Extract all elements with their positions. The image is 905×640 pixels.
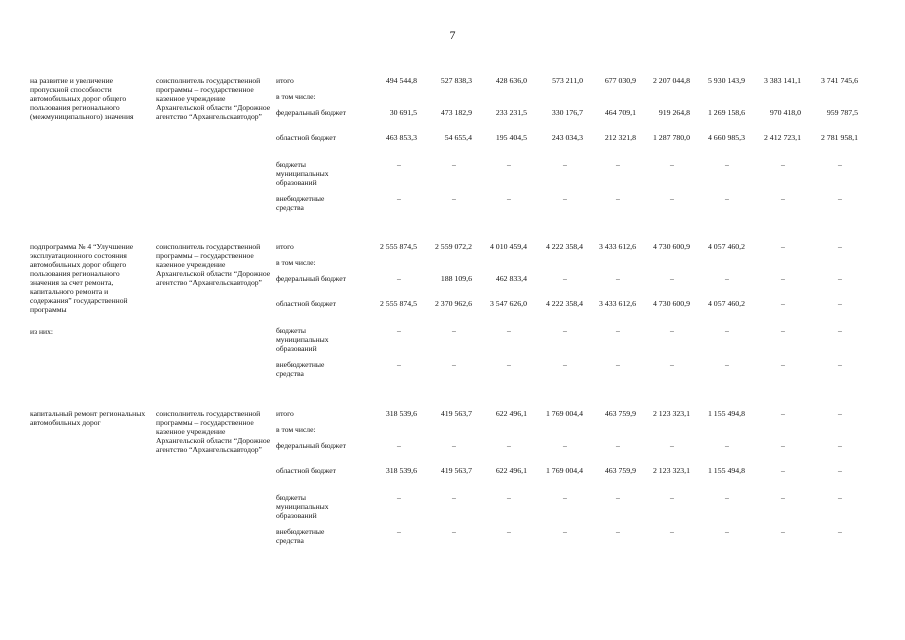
value-cell: – <box>452 326 456 335</box>
value-cell: – <box>781 409 785 418</box>
funding-source-label: в том числе: <box>276 425 316 434</box>
value-cell: 462 833,4 <box>495 274 527 283</box>
value-cell: 428 636,0 <box>495 76 527 85</box>
value-cell: 1 155 494,8 <box>707 409 745 418</box>
value-cell: – <box>507 493 511 502</box>
value-cell: – <box>616 441 620 450</box>
value-cell: – <box>838 326 842 335</box>
value-cell: – <box>838 299 842 308</box>
value-cell: – <box>781 242 785 251</box>
value-cell: – <box>838 493 842 502</box>
funding-source-label: областной бюджет <box>276 133 336 142</box>
value-cell: 4 057 460,2 <box>707 242 745 251</box>
value-cell: – <box>670 274 674 283</box>
value-cell: – <box>563 360 567 369</box>
value-cell: – <box>670 326 674 335</box>
value-cell: – <box>397 274 401 283</box>
value-cell: 2 123 323,1 <box>652 409 690 418</box>
funding-source-label: итого <box>276 409 294 418</box>
value-cell: – <box>725 326 729 335</box>
value-cell: 3 433 612,6 <box>598 299 636 308</box>
value-cell: – <box>838 360 842 369</box>
value-cell: – <box>725 194 729 203</box>
value-cell: – <box>452 527 456 536</box>
executor-cell: соисполнитель государственной программы – государственное казенное учреждение Архангельской области “Дорожное агентство “Архангельскавтодор” <box>156 76 271 121</box>
value-cell: – <box>452 194 456 203</box>
value-cell: 3 383 141,1 <box>763 76 801 85</box>
value-cell: – <box>397 493 401 502</box>
value-cell: – <box>616 360 620 369</box>
value-cell: – <box>452 160 456 169</box>
value-cell: 2 412 723,1 <box>763 133 801 142</box>
funding-source-label: в том числе: <box>276 258 316 267</box>
table-row <box>0 194 905 214</box>
funding-source-label: внебюджетные средства <box>276 360 325 378</box>
table-row <box>0 133 905 153</box>
value-cell: – <box>616 160 620 169</box>
value-cell: 463 759,9 <box>604 409 636 418</box>
funding-source-label: федеральный бюджет <box>276 441 346 450</box>
value-cell: – <box>725 160 729 169</box>
value-cell: 243 034,3 <box>551 133 583 142</box>
table-row <box>0 274 905 294</box>
value-cell: – <box>397 326 401 335</box>
value-cell: 3 741 745,6 <box>820 76 858 85</box>
value-cell: 464 709,1 <box>604 108 636 117</box>
value-cell: 54 655,4 <box>444 133 472 142</box>
page-number: 7 <box>449 28 456 42</box>
value-cell: 473 182,9 <box>440 108 472 117</box>
value-cell: – <box>616 493 620 502</box>
value-cell: 463 853,3 <box>385 133 417 142</box>
value-cell: 2 370 962,6 <box>434 299 472 308</box>
value-cell: 3 433 612,6 <box>598 242 636 251</box>
value-cell: 4 222 358,4 <box>545 299 583 308</box>
value-cell: – <box>397 441 401 450</box>
value-cell: 527 838,3 <box>440 76 472 85</box>
program-name-text: подпрограмма № 4 “Улучшение эксплуатационного состояния автомобильных дорог общего пользования регионального значения за счет ремонта, капитального ремонта и содержания” государственной программы <box>30 242 134 314</box>
value-cell: 677 030,9 <box>604 76 636 85</box>
value-cell: 330 176,7 <box>551 108 583 117</box>
value-cell: – <box>838 466 842 475</box>
table-row <box>0 160 905 187</box>
value-cell: 4 730 600,9 <box>652 242 690 251</box>
funding-source-label: бюджеты муниципальных образований <box>276 160 329 187</box>
value-cell: 212 321,8 <box>604 133 636 142</box>
value-cell: – <box>781 527 785 536</box>
value-cell: 1 155 494,8 <box>707 466 745 475</box>
value-cell: – <box>670 493 674 502</box>
value-cell: 622 496,1 <box>495 409 527 418</box>
value-cell: 419 563,7 <box>440 466 472 475</box>
value-cell: 4 222 358,4 <box>545 242 583 251</box>
value-cell: – <box>781 299 785 308</box>
program-name-text: капитальный ремонт региональных автомобильных дорог <box>30 409 146 427</box>
value-cell: – <box>452 441 456 450</box>
value-cell: 5 930 143,9 <box>707 76 745 85</box>
funding-source-label: бюджеты муниципальных образований <box>276 493 329 520</box>
funding-source-label: внебюджетные средства <box>276 527 325 545</box>
value-cell: 573 211,0 <box>552 76 583 85</box>
value-cell: – <box>781 441 785 450</box>
value-cell: – <box>397 194 401 203</box>
value-cell: – <box>781 493 785 502</box>
value-cell: – <box>507 360 511 369</box>
value-cell: – <box>838 160 842 169</box>
funding-source-label: областной бюджет <box>276 299 336 308</box>
value-cell: 233 231,5 <box>495 108 527 117</box>
value-cell: – <box>781 194 785 203</box>
value-cell: – <box>781 326 785 335</box>
value-cell: 3 547 626,0 <box>489 299 527 308</box>
value-cell: – <box>452 360 456 369</box>
value-cell: 2 207 044,8 <box>652 76 690 85</box>
value-cell: – <box>838 441 842 450</box>
funding-source-label: областной бюджет <box>276 466 336 475</box>
value-cell: 419 563,7 <box>440 409 472 418</box>
value-cell: – <box>616 527 620 536</box>
value-cell: – <box>781 360 785 369</box>
funding-source-label: итого <box>276 242 294 251</box>
value-cell: 195 404,5 <box>495 133 527 142</box>
value-cell: – <box>397 360 401 369</box>
executor-cell: соисполнитель государственной программы – государственное казенное учреждение Архангельской области “Дорожное агентство “Архангельскавтодор” <box>156 242 271 287</box>
value-cell: – <box>507 194 511 203</box>
value-cell: 30 691,5 <box>389 108 417 117</box>
value-cell: – <box>725 441 729 450</box>
value-cell: – <box>563 493 567 502</box>
value-cell: – <box>563 194 567 203</box>
value-cell: 188 109,6 <box>440 274 472 283</box>
value-cell: – <box>397 527 401 536</box>
table-row <box>0 299 905 319</box>
value-cell: – <box>670 527 674 536</box>
table-row <box>0 527 905 547</box>
value-cell: 959 787,5 <box>826 108 858 117</box>
value-cell: 970 418,0 <box>769 108 801 117</box>
value-cell: 4 010 459,4 <box>489 242 527 251</box>
value-cell: 4 660 985,3 <box>707 133 745 142</box>
value-cell: – <box>616 194 620 203</box>
value-cell: – <box>838 194 842 203</box>
value-cell: 1 769 004,4 <box>545 409 583 418</box>
value-cell: 2 123 323,1 <box>652 466 690 475</box>
table-row <box>0 441 905 461</box>
value-cell: – <box>563 441 567 450</box>
value-cell: – <box>670 441 674 450</box>
value-cell: – <box>725 360 729 369</box>
value-cell: 919 264,8 <box>658 108 690 117</box>
value-cell: – <box>781 274 785 283</box>
value-cell: 494 544,8 <box>385 76 417 85</box>
value-cell: – <box>507 441 511 450</box>
value-cell: – <box>563 274 567 283</box>
value-cell: – <box>507 160 511 169</box>
value-cell: 2 555 874,5 <box>379 299 417 308</box>
value-cell: – <box>725 274 729 283</box>
table-row <box>0 360 905 380</box>
executor-cell: соисполнитель государственной программы – государственное казенное учреждение Архангельской области “Дорожное агентство “Архангельскавтодор” <box>156 409 271 454</box>
funding-source-label: федеральный бюджет <box>276 108 346 117</box>
table-row <box>0 466 905 486</box>
table-row <box>0 493 905 520</box>
value-cell: – <box>838 242 842 251</box>
value-cell: 2 555 874,5 <box>379 242 417 251</box>
value-cell: – <box>563 326 567 335</box>
value-cell: – <box>507 326 511 335</box>
value-cell: – <box>616 274 620 283</box>
value-cell: – <box>670 360 674 369</box>
funding-source-label: федеральный бюджет <box>276 274 346 283</box>
value-cell: 318 539,6 <box>385 409 417 418</box>
value-cell: 2 559 072,2 <box>434 242 472 251</box>
value-cell: – <box>563 527 567 536</box>
value-cell: 318 539,6 <box>385 466 417 475</box>
funding-source-label: бюджеты муниципальных образований <box>276 326 329 353</box>
value-cell: – <box>563 160 567 169</box>
value-cell: – <box>838 409 842 418</box>
value-cell: 1 269 158,6 <box>707 108 745 117</box>
value-cell: 4 730 600,9 <box>652 299 690 308</box>
value-cell: 622 496,1 <box>495 466 527 475</box>
value-cell: – <box>452 493 456 502</box>
program-extra-note: из них: <box>30 327 53 336</box>
value-cell: – <box>781 160 785 169</box>
funding-source-label: итого <box>276 76 294 85</box>
funding-source-label: внебюджетные средства <box>276 194 325 212</box>
value-cell: – <box>838 527 842 536</box>
value-cell: – <box>670 160 674 169</box>
table-row <box>0 326 905 353</box>
value-cell: – <box>616 326 620 335</box>
value-cell: – <box>670 194 674 203</box>
funding-source-label: в том числе: <box>276 92 316 101</box>
value-cell: – <box>781 466 785 475</box>
value-cell: – <box>725 527 729 536</box>
value-cell: 463 759,9 <box>604 466 636 475</box>
value-cell: – <box>838 274 842 283</box>
value-cell: – <box>725 493 729 502</box>
value-cell: – <box>397 160 401 169</box>
value-cell: 4 057 460,2 <box>707 299 745 308</box>
value-cell: – <box>507 527 511 536</box>
value-cell: 2 781 958,1 <box>820 133 858 142</box>
program-name-text: на развитие и увеличение пропускной способности автомобильных дорог общего пользования регионального (межмуниципального) значения <box>30 76 134 121</box>
value-cell: 1 769 004,4 <box>545 466 583 475</box>
table-row <box>0 108 905 128</box>
value-cell: 1 287 780,0 <box>652 133 690 142</box>
